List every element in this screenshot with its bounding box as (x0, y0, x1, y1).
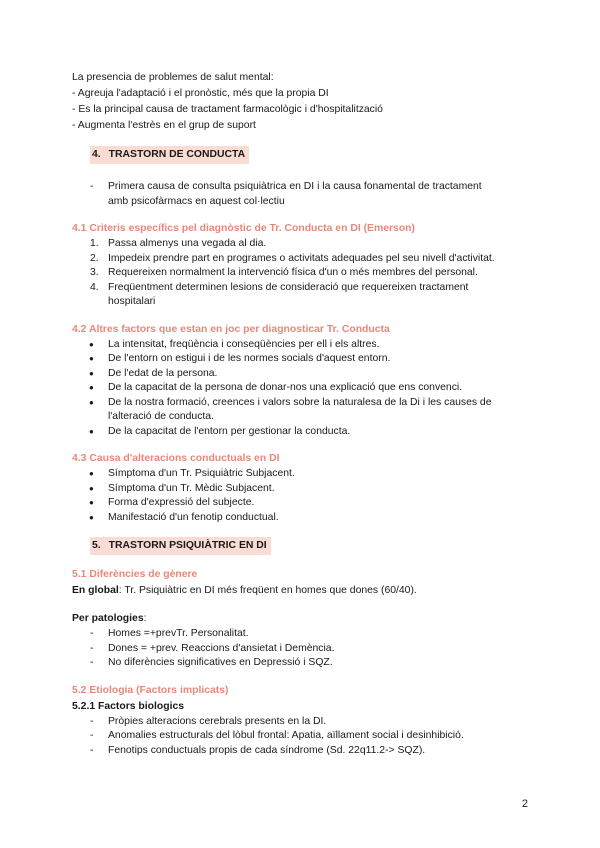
section-4-list (72, 180, 532, 209)
document-page (72, 70, 532, 758)
biological-factors-list (72, 715, 532, 759)
list-item: ● La intensitat, freqüència i conseqüències per ell i els altres. (72, 338, 532, 353)
list-item: ● Símptoma d'un Tr. Psiquiàtric Subjacent. (72, 467, 532, 482)
list-item: 4. Freqüentment determinen lesions de consideració que requereixen tractament hospitalari (90, 281, 469, 307)
list-item: ● Forma d'expressió del subjecte. (72, 496, 532, 511)
list-item: ● Manifestació d'un fenotip conductual. (72, 511, 532, 526)
list-item: ● De la capacitat de la persona de donar-nos una explicació que ens convenci. (72, 381, 532, 396)
list-item: ● Símptoma d'un Tr. Mèdic Subjacent. (72, 482, 532, 497)
subsection-5-2-heading: 5.2 Etiologia (Factors implicats) (72, 684, 229, 696)
causes-list (72, 467, 532, 525)
global-statement: En global: Tr. Psiquiàtric en DI més freqüent en homes que dones (60/40). (72, 585, 417, 596)
section-5-heading: 5. TRASTORN PSIQUIÀTRIC EN DI (90, 537, 271, 555)
list-item: - Fenotips conductuals propis de cada síndrome (Sd. 22q11.2-> SQZ). (72, 744, 532, 759)
list-item: ● De l'entorn on estigui i de les normes socials d'aquest entorn. (72, 352, 532, 367)
intro-title: La presencia de problemes de salut mental: (72, 72, 274, 83)
intro-item: - Augmenta l'estrès en el grup de suport (72, 120, 256, 131)
list-item: 1. Passa almenys una vegada al dia. (90, 238, 267, 249)
list-item: - Pròpies alteracions cerebrals presents en la DI. (72, 715, 532, 730)
list-item: ● De la capacitat de l'entorn per gestionar la conducta. (72, 425, 532, 440)
section-4-heading: 4. TRASTORN DE CONDUCTA (90, 146, 249, 164)
list-item: 2. Impedeix prendre part en programes o activitats adequades pel seu nivell d'activitat. (90, 252, 495, 264)
subsection-4-1-heading: 4.1 Criteris específics pel diagnòstic de Tr. Conducta en DI (Emerson) (72, 223, 415, 234)
subsection-4-3-heading: 4.3 Causa d'alteracions conductuals en DI (72, 453, 280, 464)
list-item: - Homes =+prevTr. Personalitat. (72, 627, 532, 642)
criteria-list (72, 237, 532, 310)
list-item: 3. Requereixen normalment la intervenció física d'un o més membres del personal. (90, 267, 478, 278)
list-item: - Dones = +prev. Reaccions d'ansietat i Demència. (72, 642, 532, 657)
patologies-list (72, 627, 532, 671)
list-item: - Primera causa de consulta psiquiàtrica en DI i la causa fonamental de tractament amb psicofàrmacs en aquest col·lectiu (72, 180, 532, 209)
list-item: - No diferències significatives en Depressió i SQZ. (72, 656, 532, 671)
intro-item: - Agreuja l'adaptació i el pronòstic, més que la propia DI (72, 88, 329, 99)
patologies-label: Per patologies: (72, 613, 147, 624)
intro-item: - Es la principal causa de tractament farmacològic i d'hospitalització (72, 104, 383, 115)
subsection-4-2-heading: 4.2 Altres factors que estan en joc per diagnosticar Tr. Conducta (72, 323, 390, 335)
subsection-5-2-1-heading: 5.2.1 Factors biologics (72, 700, 185, 712)
list-item: ● De la nostra formació, creences i valors sobre la naturalesa de la Di i les causes de l'alteració de conducta. (72, 396, 532, 425)
list-item: - Anomalies estructurals del lòbul frontal: Apatia, aïllament social i desinhibició. (72, 729, 532, 744)
subsection-5-1-heading: 5.1 Diferències de gènere (72, 569, 198, 580)
page-number: 2 (521, 798, 528, 810)
factors-list (72, 338, 532, 440)
list-item: ● De l'edat de la persona. (72, 367, 532, 382)
